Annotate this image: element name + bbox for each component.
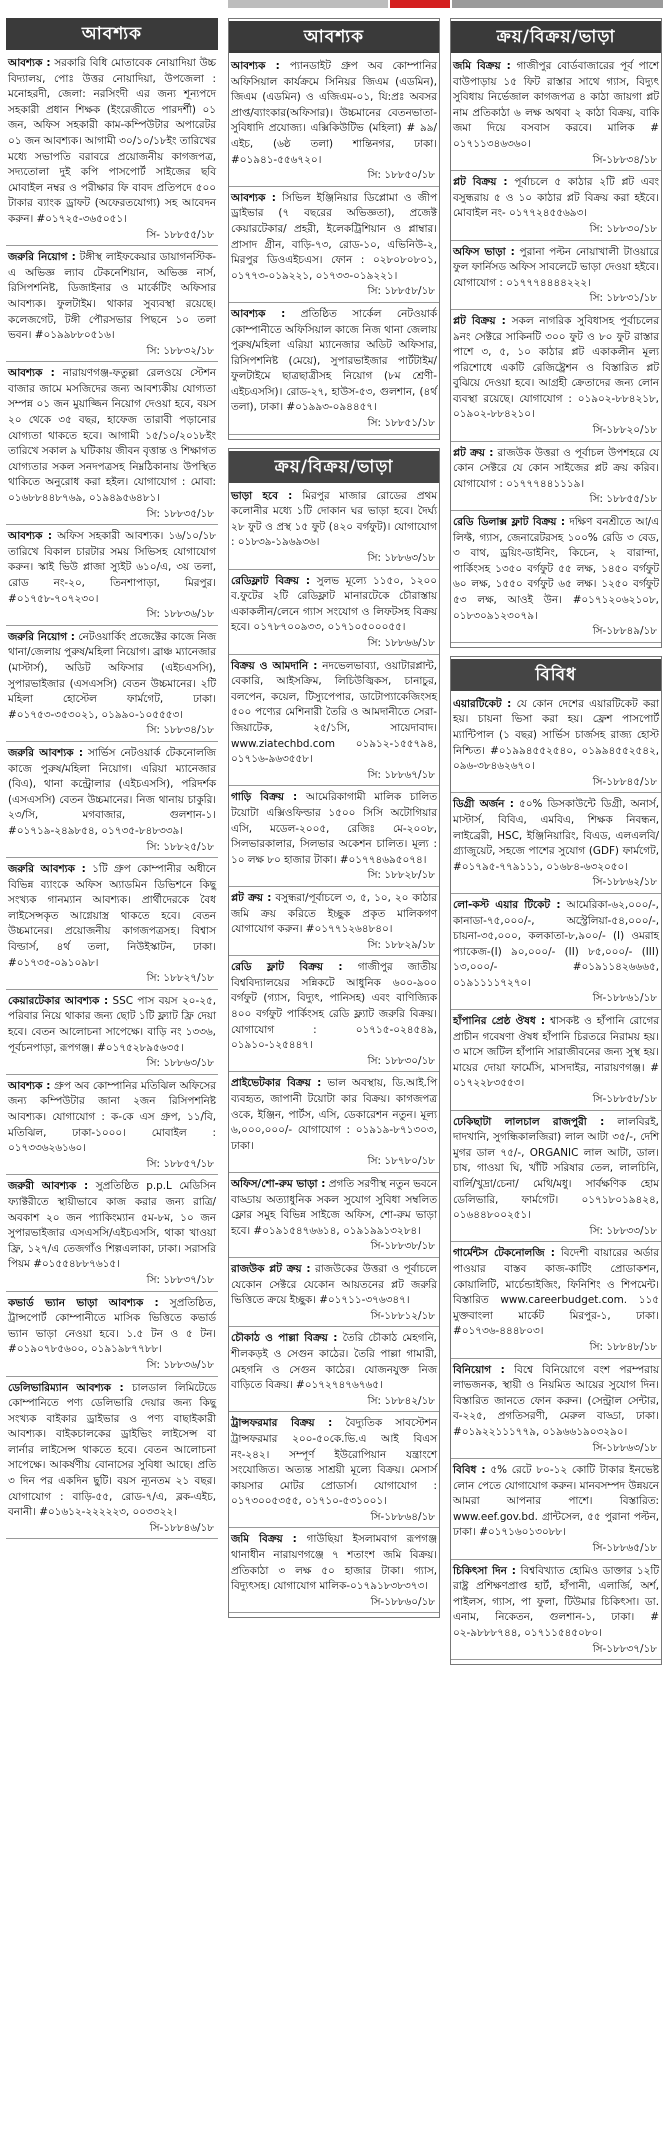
ad-body: আমেরিকাগামী মালিক চালিত টয়োটা এক্সিওফিল্ডার ১৫০০ সিসি অটোগিয়ার এসি, মডেল-২০০৫, রেজিঃ মে-২০০৮, সিলভারকালার, সিলভার অকেশন চালিত। মূল্য : ১০ লক্ষ ৮০ হাজার টাকা। #০১৭৭৪৬৯৫০৭৪। [231, 791, 438, 866]
ad-text [451, 1564, 661, 1642]
ad-heading: চৌকাঠ ও পাল্লা বিক্রয় : [231, 1332, 338, 1345]
ad-heading: আবশ্যক : [231, 60, 280, 72]
ad-body: বিশ্বে বিনিয়োগে বংশ পরম্পরায় লাভজনক, স্থায়ী ও নিয়মিত আয়ের সুযোগ দিন। বিস্তারিত জানতে ফোন করুন। (সেন্ট্রাল সেন্টার, ব-২২৫, প্রগতিসরণী, মেরুল বাড্ডা, ঢাকা। #০১৯২২১১১৭৭৯, ০১৯৬৬১৯০৩২৯০। [453, 1363, 659, 1438]
ad-text [229, 574, 439, 636]
ad-body: ৫% রেটে ৮০-১২ কোটি টাকার ইনভেষ্ট লোন পেতে যোগাযোগ করুন। মানবসম্পদ উন্নয়নে আমরা আপনার পাশে। বিস্তারিত: www.eef.gov.bd. গ্রান্টসেল, ৫৫ পুরানা পল্টন, ঢাকা। #০১৭১৬০১৩০৮৮। [453, 1464, 660, 1539]
ad-body: গাজীপুর বোর্ডবাজারের পূর্ব পাশে বাউপাড়ায় ১৫ ফিট রাস্তার সাথে গ্যাস, বিদ্যুৎ সুবিধায় নির্ভেজাল কাগজপত্র ৪ কাঠা জায়গা প্লট নাম প্রতিকাঠা ৬ লক্ষ অথবা ২ কাঠা বিক্রয়, বাকি জমা দিয়ে বসবাস করবে। মালিক # ০১৭১১৩৪৬৩৬০। [453, 60, 659, 150]
ad-list-col2-buy-sell [229, 489, 439, 1614]
classified-ad [451, 446, 661, 511]
ad-body: পুরানা পল্টন নোয়াখালী টাওয়ারে ফুল ফার্নিসড অফিস সাবলেটে ভাড়া দেওয়া হইবে। যোগাযোগ : ০১৭৭৭৪৪৪৪২২২। [453, 245, 660, 289]
classified-ad [229, 489, 439, 570]
ad-heading: জমি বিক্রয় : [453, 60, 511, 72]
ad-reference-code: সি: ১৮৮৫৮/১৮ [229, 284, 439, 303]
ad-heading: জরুরী আবশ্যক : [8, 1180, 89, 1193]
ad-heading: ভাড়া হবে : [231, 489, 293, 502]
ad-text [229, 191, 439, 285]
ad-reference-code: সি: ১৮৮৩৫/১৮ [6, 507, 218, 526]
ad-reference-code: সি-১৮৮৩৭/১৮ [451, 1642, 661, 1661]
classified-ad [6, 529, 218, 626]
ad-heading: আবশ্যক : [8, 57, 51, 69]
ad-body: পূর্বাচলে ৫ কাঠার ২টি প্লট এবং বসুন্ধরায় ৫ ও ১০ কাঠার প্লট বিক্রয় করা হইবে। মোবাইল নং- ০১৭৭২৪৫৫৬৯৩। [453, 176, 659, 220]
column-1 [6, 18, 218, 1543]
ad-reference-code: সি-১৮৮২০/১৮ [451, 423, 661, 442]
section-header-buy-sell-rent: ক্রয়/বিক্রয়/ভাড়া [229, 451, 439, 483]
ad-list-col1 [6, 56, 218, 1539]
ad-heading: প্লট ক্রয় : [453, 446, 494, 459]
section-header-wanted-2: আবশ্যক [229, 21, 439, 53]
ad-text [6, 1381, 218, 1521]
ad-body: চালডাল লিমিটেডে কোম্পানিতে পণ্য ডেলিভারি দেয়ার জন্য কিছু সংখ্যক বাইকার ড্রাইভার ও পণ্য বাছাইকারী আবশ্যক। বাইকচালকের ড্রাইভিং লাইসেন্স বা লার্নার লাইসেন্স থাকতে হবে। বেতন আলোচনা সাপেক্ষে। আকর্ষণীয় বোনাসের সুবিধা আছে। প্রতি ৩ দিন পর একদিন ছুটি। বয়স ন্যূনতম ২১ বছর। যোগাযোগ : বাড়ি-৫৫, রোড-৭/এ, ব্লক-এইচ, বনানী। #০১৬১২-২২২২২৩, ০০৩৩২২। [8, 1381, 216, 1519]
classified-ad [229, 1416, 439, 1528]
ad-text [451, 1463, 661, 1541]
box-wanted-2 [228, 18, 440, 440]
ad-text [451, 1014, 661, 1092]
ad-heading: বিক্রয় ও আমদানি : [231, 659, 318, 672]
ad-reference-code: সি-১৮৮৪৫/১৮ [451, 775, 661, 794]
ad-body: ৫০% ডিসকাউন্টে ডিগ্রী, অনার্স, মাস্টার্স, বিবিএ, এমবিএ, শিক্ষক নিবন্ধন, লাইব্রেরী, HSC, ইঞ্জিনিয়ারিং, বিএড, এলএলবি/ গ্র্যাজুয়েট, সহজে পাশের সুযোগ (GDF) ফার্মগেট, #০১৭৯৫-৭৭৯১১১, ০১৬৮৪-৬৩২০৫০। [453, 798, 659, 873]
ad-reference-code: সি: ১৮৮৬৩/১৮ [6, 1056, 218, 1075]
ad-heading: গার্মেন্টস টেকনোলজি : [453, 1247, 555, 1260]
ad-body: নেটওয়ার্কিং প্রজেক্টের কাজে নিজ থানা/জেলায় পুরুষ/মহিলা নিয়োগ। ব্রাঞ্চ ম্যানেজার (মাস্টার্স), অডিট অফিসার (এইচএসসি), সুপারভাইজার (এসএসসি) বেতন উচ্চমানের। ২টি মহিলা হোস্টেল ফার্মগেট, ঢাকা। #০১৭৫৩-৩৫৩০২১, ০১৯৯০-১০৫৫৫৩। [8, 630, 216, 721]
ad-text [229, 1331, 439, 1393]
classified-ad [229, 1076, 439, 1173]
ad-reference-code: সি: ১৮৮৩০/১৮ [451, 222, 661, 241]
ad-heading: রেডিফ্লাট বিক্রয় : [231, 574, 311, 587]
ad-text [451, 697, 661, 775]
ad-text [451, 797, 661, 875]
ad-list-col3-buy-sell [451, 59, 661, 643]
classified-ad [229, 59, 439, 187]
ad-text [451, 314, 661, 423]
ad-heading: বিনিয়োগ : [453, 1363, 505, 1376]
classified-ad [451, 1363, 661, 1460]
ad-body: আমেরিকা-৬২,০০০/-, কানাডা-৭৫,০০০/-, অস্ট্রেলিয়া-৫৪,০০০/-, চায়না-৩৫,০০০, কলকাতা-৮,৯০০/- (I) ওমরাহ প্যাকেজ-(I) ৯০,০০০/- (II) ৮৫,০০০/- (III) ১৩,০০০/- #০১৯১১৪২৬৬৬৫, ০১৯১১১১৭২৭০। [453, 898, 659, 989]
ad-body: বসুন্ধরা/পূর্বাচলে ৩, ৫, ১০, ২০ কাঠার জমি ক্রয় করিতে ইচ্ছুক প্রকৃত মালিকগণ যোগাযোগ করুন। #০১৭৭১২৬৪৮৪০। [231, 891, 437, 936]
classified-ad [6, 1381, 218, 1540]
ad-reference-code: সি: ১৮৮২৫/১৮ [6, 840, 218, 859]
ad-reference-code: সি: ১৮৮৫০/১৮ [229, 168, 439, 187]
classified-ad [229, 1532, 439, 1613]
ad-reference-code: সি: ১৮৮২৯/১৮ [229, 938, 439, 957]
ad-heading: বিবিধ : [453, 1464, 486, 1477]
ad-text [229, 1262, 439, 1309]
ad-body: টঙ্গীস্থ লাইফকেয়ার ডায়াগনস্টিক-এ অভিজ্ঞ ল্যাব টেকনেশিয়ান, অভিজ্ঞ নার্স, রিসিপশনিষ্ট, ডিজাইনার ও মার্কেটিং অফিসার আবশ্যক। ফুলটাইম। থাকার সুব্যবস্থা রয়েছে। কলেজগেট, টঙ্গী পৌরসভার পিছনে ১০ তলা ভবন। #০১৯৯৮৮০৫১৬। [8, 251, 216, 342]
top-bar-right-gray [452, 0, 663, 8]
ad-reference-code: সি-১৮৮৬১/১৮ [451, 991, 661, 1010]
ad-text [451, 245, 661, 292]
classified-ad [451, 515, 661, 643]
top-bar-left-gray [228, 0, 388, 8]
classified-ad [451, 1564, 661, 1661]
ad-reference-code: সি-১৮৮৪৯/১৮ [451, 624, 661, 643]
ad-heading: আবশ্যক : [8, 530, 52, 543]
ad-text [6, 994, 218, 1056]
ad-text [6, 366, 218, 506]
ad-reference-code: সি-১৮৮৩৮/১৮ [229, 1239, 439, 1258]
ad-body: সুপ্রতিষ্ঠিত, ট্রান্সপোর্ট কোম্পানীতে মাসিক ভিত্তিতে কভার্ড ভ্যান ভাড়া নেওয়া হবে। ১.৫ টন ও ৫ টন। #০১৯০৭৮৫৬০০, ০১৯১৯৮৭৭৮৮। [8, 1296, 216, 1356]
column-3 [450, 18, 662, 1665]
box-buy-sell-rent [228, 448, 440, 1619]
classified-ad [6, 250, 218, 362]
ad-body: নদভেলভাব্যা, ওয়াটারপ্লান্ট, বেকারি, আইসক্রিম, লিচিউজ্বিকস, চানাচুর, বলপেন, কয়েল, টিস্যুপেপার, ডাটোপ্যাকেজিংসহ ৫০০ পণ্যের মেশিনারী তৈরি ও আমদানীতে সেরা-জিয়াটেক, ২৫/১সি, সায়েদাবাদ। www.ziatechbd.com ০১৯১২-১৫৫৭৯৪, ০১৭১৬-৯৬৩৫৫৮। [231, 659, 438, 766]
ad-text [6, 529, 218, 607]
classified-ad [229, 960, 439, 1072]
ad-body: শ্বাসকষ্ট ও হাঁপানি রোগের প্রাচীন গবেষণা ঔষধ হাঁপানি চিরতরে নিরাময় হয়। ৩ মাসে জটিল হাঁপানি সারাজীবনের জন্য সুস্থ হয়। মায়ের দোয়া ফার্মেসি, মাসদাইর, নারায়ণগঞ্জ। # ০১৭২২৮৩৫৫৩। [453, 1015, 659, 1090]
classified-ad [229, 1177, 439, 1258]
ad-body: রাজউকের উত্তরা ও পূর্বাচলে যেকোন সেক্টরে যেকোন আয়তনের প্লট জরুরি ভিত্তিতে ক্রয়ে ইচ্ছুক। #০১৭১১-৩৭৬৩৪৭। [231, 1262, 437, 1307]
ad-reference-code: সি-১৮৮৬২/১৮ [451, 875, 661, 894]
ad-body: লালবিরই, দাদখানি, সুগন্ধিকালজিরা) লাল আটা ৩৫/-, দেশি মুগর ডাল ৭৫/-, ORGANIC লাল আটা, ডাল। চাষ, গাওয়া ঘি, খাঁটি সরিষার তেল, লালচিনি, বার্লি/খুদ্রা/চেনা/ মেথি/মধু। সার্বক্ষণিক হোম ডেলিভারি, ফার্মগেট। ০১৭১৮০১৯৪২৪, ০১৬৪৪৮০০২৫১। [453, 1115, 659, 1222]
classified-ad [451, 1115, 661, 1243]
ad-body: বিদেশী বায়ারের অর্ডার পাওয়ার বাস্তব কাজ-কাটিং প্রোডাকশন, কোয়ালিটি, মার্চেন্ডাইজিং, ফিনিশিং ও শিপমেন্ট। বিস্তারিত www.careerbudget.com. ১১৫ মুক্তবাংলা মার্কেট মিরপুর-১, ঢাকা। #০১৭৩৬-৪৪৪৮০৩। [453, 1247, 660, 1338]
ad-reference-code: সি: ১৮৮৩১/১৮ [451, 291, 661, 310]
ad-body: গাজীপুর জাতীয় বিশ্ববিদ্যালয়ের সন্নিকটে আধুনিক ৬০০-৯০০ বর্গফুট (গ্যাস, বিদ্যুৎ, পানিসহ) এবং বাণিজ্যিক ৪০০ বর্গফুট পার্কিংসহ রেডি ফ্ল্যাট জরুরি বিক্রয়। যোগাযোগ : ০১৭১৫-০২৪৫৪৯, ০১৯১০-১২৫৪৪৭। [231, 961, 437, 1052]
ad-heading: জমি বিক্রয় : [231, 1533, 297, 1546]
ad-text [451, 59, 661, 153]
classified-ad [229, 307, 439, 435]
column-2 [228, 18, 440, 1618]
classified-ad [229, 574, 439, 655]
ad-reference-code: সি: ১৮৮২৮/১৮ [229, 868, 439, 887]
ad-heading: কেয়ারটেকার আবশ্যক : [8, 994, 109, 1007]
ad-heading: চিকিৎসা দিন : [453, 1564, 516, 1577]
classified-ad [229, 790, 439, 887]
ad-heading: আবশ্যক : [231, 307, 286, 320]
ad-reference-code: সি: ১৮৮৩৩/১৮ [451, 1224, 661, 1243]
ad-text [451, 515, 661, 624]
ad-reference-code: সি-১৮৮৬৩/১৮ [451, 1441, 661, 1460]
ad-body: সিভিল ইঞ্জিনিয়ার ডিপ্লোমা ও জীপ ড্রাইভার (৭ বছরের অভিজ্ঞতা), প্রজেক্ট কেয়ারটেকার/ প্রহরী, ইলেকট্রিশিয়ান ও প্লাম্বার। প্রাসাদ গ্রীন, বাড়ি-৭৩, রোড-১০, এভিনিউ-২, মিরপুর ডিওএইচএস। ফোন : ০২৮০৮০৮০১, ০১৭৭৩-০১৯২২১, ০১৭৩৩-০১৯২২১। [231, 191, 437, 282]
ad-body: ১টি গ্রুপ কোম্পানীর অধীনে বিভিন্ন ব্যাংকে অফিস অ্যাডমিন ডিভিশনে কিছু সংখ্যক গানম্যান আবশ্যক। প্রার্থীদেরকে বৈধ লাইসেন্সকৃত আগ্নেয়াস্ত্র থাকতে হবে। বেতন উচ্চমানের। প্রয়োজনীয় কাগজপত্রসহ। বিশ্বাস বিল্ডার্স, ৪র্থ তলা, নিউইস্কাটন, ঢাকা। #০১৭৩৫-০৯১০৯৮। [8, 863, 216, 969]
classified-ad [451, 59, 661, 171]
ad-reference-code: সি-১৮৮৪৬/১৮ [6, 1521, 218, 1540]
ad-text [451, 1363, 661, 1441]
box-buy-sell-rent-2 [450, 18, 662, 648]
classified-ad [451, 1014, 661, 1111]
ad-body: গ্রুপ অব কোম্পানির মতিঝিল অফিসের জন্য কম্পিউটার জানা ২জন রিসিপশনিষ্ট আবশ্যক। যোগাযোগ : ক-কে এস গ্রুপ, ১১/বি, মতিঝিল, ঢাকা-১০০০। মোবাইল : ০১৭৩৩৬২৬১৬০। [8, 1079, 216, 1155]
classified-ad [451, 175, 661, 240]
classified-ad [451, 797, 661, 894]
classified-ad [6, 862, 218, 990]
ad-heading: রেডি ডিলাক্স ফ্লাট বিক্রয় : [453, 516, 566, 529]
classified-ad [6, 994, 218, 1075]
ad-text [229, 1532, 439, 1594]
ad-heading: জরুরি নিয়োগ : [8, 630, 75, 643]
ad-reference-code: সি: ১৮৮৫৭/১৮ [6, 1157, 218, 1176]
classified-ad [451, 697, 661, 794]
ad-heading: জরুরি নিয়োগ : [8, 251, 76, 264]
ad-text [6, 250, 218, 344]
ad-list-col3-misc [451, 697, 661, 1660]
ad-text [229, 307, 439, 416]
ad-text [6, 630, 218, 724]
classified-ad [229, 1331, 439, 1412]
ad-body: প্রতিষ্ঠিত সার্কেল নেটওয়ার্ক কোম্পানীতে অফিসিয়াল কাজে নিজ থানা জেলায় পুরুষ/মহিলা এরিয়া ম্যানেজার অডিট অফিসার, রিসিপশনিষ্ট (মেয়ে), সুপারভাইজার পার্টটাইম/ ফুলটাইমে ছাত্রছাত্রীসহ নিয়োগ (৮ম শ্রেণী-এইচএসসি)। রোড-২৭, হাউস-৫৩, গুলশান, (৪র্থ তলা), ঢাকা। #০১৯৯৩-০৯৪৪৫৭। [231, 307, 437, 414]
ad-heading: প্লট বিক্রয় : [453, 314, 506, 327]
ad-text [451, 898, 661, 992]
ad-text [229, 1076, 439, 1154]
classified-ad [451, 1463, 661, 1560]
ad-body: রাজউক উত্তরা ও পূর্বাচল উপশহরে যে কোন সেক্টরে যে কোন সাইজের প্লট ক্রয় করিব। যোগাযোগ : ০১৭৭৭৪৪১১১৯। [453, 446, 659, 490]
ad-reference-code: সি: ১৮৮৩৪/১৮ [6, 723, 218, 742]
ad-text [229, 659, 439, 768]
classified-ad [451, 898, 661, 1010]
ad-reference-code: সি-১৮৮১২/১৮ [229, 1309, 439, 1328]
ad-heading: জরুরি আবশ্যক : [8, 863, 86, 876]
classified-ad [229, 659, 439, 787]
ad-heading: হাঁপানির প্রেষ্ঠ ঔষধ : [453, 1015, 546, 1028]
ad-heading: ট্রান্সফরমার বিক্রয় : [231, 1417, 333, 1430]
classified-ad [451, 1246, 661, 1358]
ad-heading: কভার্ড ভ্যান ভাড়া আবশ্যক : [8, 1296, 159, 1309]
ad-reference-code: সি: ১৮৭৮০/১৮ [229, 1154, 439, 1173]
ad-heading: গাড়ি বিক্রয় : [231, 791, 298, 804]
ad-heading: প্রাইভেটকার বিক্রয় : [231, 1077, 322, 1090]
ad-text [6, 1179, 218, 1273]
ad-reference-code: সি-১৮৮৬৫/১৮ [451, 1541, 661, 1560]
box-miscellaneous [450, 656, 662, 1665]
ad-body: গাউছিয়া ইসলামবাগ রূপগঞ্জ থানাধীন নারায়ণগঞ্জে ৭ শতাংশ জমি বিক্রয়। প্রতিকাঠা ৩ লক্ষ ৫০ হাজার টাকা। গ্যাস, বিদ্যুৎসহ। যোগাযোগ মালিক-০১৭৯১৮৩৮৩৭৩। [231, 1533, 437, 1593]
ad-reference-code: সি: ১৮৮৩৬/১৮ [6, 607, 218, 626]
ad-reference-code: সি-১৮৮৫৮/১৮ [451, 1092, 661, 1111]
classified-ad [229, 1262, 439, 1327]
ad-text [6, 1296, 218, 1358]
ad-body: সকল নাগরিক সুবিধাসহ পূর্বাচলের ৯নং সেক্টরে সাকিনটি ৩০০ ফুট ও ৮০ ফুট রাস্তার পাশে ৩, ৫, ১০ কাঠার প্লট একাকলীন মূল্য পরিশোধে একটি রেজিষ্ট্রেশন ও বিস্তারিত প্লট বুঝিয়ে দেওয়া হবে। আগ্রহী ক্রেতাদের জন্য লোন ব্যবস্থা রয়েছে। যোগাযোগ : ০১৯০২-৮৮৪২১৮, ০১৯০২-৮৮৪২১০। [453, 314, 659, 421]
classified-ad [6, 366, 218, 525]
ad-body: অফিস সহকারী আবশ্যক। ১৬/১০/১৮ তারিখে বিকাল চারটার সময় সিভিসহ যোগাযোগ করুন। স্কাই ভিউ প্লাজা স্যুইট ৬১০/এ, ৩য় তলা, রোড নং-২০, তিনশাপাড়া, মিরপুর। #০১৭৫৮-৭০৭২৩০। [8, 530, 216, 605]
ad-heading: লো-কস্ট এয়ার টিকেট : [453, 898, 561, 911]
ad-heading: অফিস/শো-রুম ভাড়া : [231, 1178, 326, 1190]
top-bar-red [390, 0, 450, 8]
ad-reference-code: সি: ১৮৮৬৭/১৮ [229, 768, 439, 787]
ad-heading: আবশ্যক : [231, 191, 276, 204]
ad-text [6, 1079, 218, 1157]
ad-reference-code: সি: ১৮৮৪২/১৮ [229, 1394, 439, 1413]
ad-text [229, 960, 439, 1054]
classified-ad [6, 630, 218, 742]
ad-reference-code: সি: ১৮৮৩০/১৮ [229, 1054, 439, 1073]
ad-heading: আবশ্যক : [8, 1079, 51, 1092]
ad-text [6, 862, 218, 971]
ad-heading: ডিগ্রী অর্জন : [453, 798, 514, 811]
ad-body: নারায়ণগঞ্জ-ফতুল্লা রেলওয়ে স্টেশন বাজার জামে মসজিদের জন্য আবশ্যকীয় যোগ্যতা সম্পন্ন ০১ জন মুয়াজ্জিন নিয়োগ দেওয়া হবে, বয়স ২০ থেকে ৩৫ বছর, হাফেজ তারাবী পড়ানোর যোগ্যতা থাকতে হবে। আগামী ১৫/১০/২০১৮ইং তারিখে সকাল ৯ ঘটিকায় জীবন বৃত্তান্ত ও শিক্ষাগত যোগ্যতার সকল সনদপত্রসহ নিম্নঠিকানায় উপস্থিত থাকিতে অনুরোধ করা হইল। যোগাযোগ : মোবা: ০১৬৮৮৪৪৮৭৬৯, ০১৯৪৯৫৬৪৮১। [8, 367, 216, 505]
classified-ad [229, 891, 439, 956]
ad-reference-code: সি: ১৮৮৬৩/১৮ [229, 551, 439, 570]
ad-text [229, 1416, 439, 1510]
ad-text [6, 56, 218, 228]
ad-heading: রাজউক প্লট ক্রয় : [231, 1262, 311, 1275]
ad-heading: প্লট ক্রয় : [231, 891, 272, 904]
ad-text [451, 446, 661, 493]
ad-body: সার্ভিস নেটওয়ার্ক টেকনোলজি কাজে পুরুষ/মহিলা নিয়োগ। এরিয়া ম্যানেজার (বিএ), থানা কন্ট্রোলার (এইচএসসি), পরিদর্শক (এসএসসি) বেতন উচ্চমানের। নিজ থানায় চাকুরি। ২৩/সি, মগবাজার, গুলশান-১। #০১৭১৯-২৪৯৮৫৪, ০১৭৩৫-৮৪৮৩৩৯। [8, 746, 216, 837]
ad-heading: রেডি ফ্লাট বিক্রয় : [231, 961, 343, 974]
ad-reference-code: সি: ১৮৮৩৬/১৮ [6, 1358, 218, 1377]
ad-reference-code: সি: ১৮৮৩২/১৮ [6, 344, 218, 363]
ad-body: প্যানডাইট গ্রুপ অব কোম্পানির অফিসিয়াল কার্যক্রমে সিনিয়র জিএম (এডমিন), জিএম (এডমিন) ও এজিএম-০১, যি:প্রঃ অবসর প্রাপ্ত/ব্যাংকার(অফিসার)। উচ্চমানের বেতনভাতা-সুবিধাদি প্রযোজ্য। এক্সিকিউটিভ (মহিলা) # ৯৯/এইচ, (৬ষ্ঠ তলা) শান্তিনগর, ঢাকা। #০১৯৪১-৫৫৬৭২০। [231, 60, 437, 166]
ad-reference-code: সি: ১৮৮৩৭/১৮ [6, 1273, 218, 1292]
section-header-miscellaneous: বিবিধ [451, 659, 661, 691]
ad-heading: ডেলিভারিম্যান আবশ্যক : [8, 1381, 124, 1394]
ad-reference-code: সি-১৮৮৬৪/১৮ [229, 1510, 439, 1529]
ad-heading: আবশ্যক : [8, 367, 55, 380]
classified-ad [229, 191, 439, 303]
ad-body: মিরপুর মাজার রোডের প্রথম কলোনীর মধ্যে ১টি দোকান ঘর ভাড়া হবে। দৈর্ঘ্য ২৮ ফুট ও প্রস্থ ১৫ ফুট (৪২০ বর্গফুট)। যোগাযোগ : ০১৮৩৯-১৯৬৯৩৬। [231, 489, 437, 549]
ad-text [229, 1177, 439, 1239]
ad-body: প্রগতি সরণীস্থ নতুন ভবনে বাড্ডায় অত্যাধুনিক সকল সুযোগ সুবিধা সম্বলিত ফ্লোর সমুহ বিভিন্ন সাইজে অফিস, শো-রুম ভাড়া হবে। #০১৯১৫৪৭৬৬১৪, ০১৯১৯৯১৩২৮৪। [231, 1178, 438, 1237]
section-header-wanted: আবশ্যক [6, 18, 218, 50]
ad-body: দক্ষিণ বনশ্রীতে আ/এ লিফ্ট, গ্যাস, জেনারেটরসহ ১০০% রেডি ৩ বেড, ৩ বাথ, ড্রয়িং-ডাইনিং, কিচেন, ২ বারান্দা, পার্কিংসহ ১৩৫০ বর্গফুট ৫৫ লক্ষ, ১৪৫০ বর্গফুট ৬০ লক্ষ, ১৫৫০ বর্গফুট ৬৫ লক্ষ। ১২৫০ বর্গফুট ৫৩ লক্ষ, আওই উন। #০১৭১২০৬২১০৮, ০১৮৩০৯১২৩০৭৯। [453, 516, 659, 622]
ad-heading: প্লট বিক্রয় : [453, 176, 508, 189]
ad-reference-code: সি: ১৮৮৪৮/১৮ [451, 1340, 661, 1359]
ad-body: ভাল অবস্থায়, ডি.আই.পি ব্যবহৃত, জাপানী টয়োটা কার বিক্রয়। কাগজপত্র ওকে, ইঞ্জিন, পার্টস, এসি, ডেকারেশন নতুন। মূল্য ৬,০০০,০০০/- যোগাযোগ : ০১৯১৯-৮৭১৩০৩, ঢাকা। [231, 1077, 437, 1152]
ad-reference-code: সি-১৮৮৬০/১৮ [229, 1595, 439, 1614]
classified-ad [6, 746, 218, 858]
ad-text [451, 175, 661, 222]
ad-heading: জরুরি আবশ্যক : [8, 746, 83, 759]
classified-ad [451, 245, 661, 310]
ad-text [6, 746, 218, 840]
ad-heading: এয়ারটিকেট : [453, 697, 512, 710]
classified-ad [6, 56, 218, 246]
ad-body: তৈরি চৌকাঠ মেহগনি, শীলকড়ই ও সেগুন কাঠের। তৈরি পাল্লা গামারী, মেহগনি ও সেগুন কাঠের। যোজনযুক্ত নিজ বাড়িতে বিক্রয়। #০১৭২৭৪৭৬৭৬৫। [231, 1332, 437, 1392]
ad-body: SSC পাস বয়স ২০-২৫, পরিবার নিয়ে থাকার জন্য ছোট ১টি ফ্ল্যাট ফ্রি দেয়া হবে। বেতন আলোচনা সাপেক্ষে। বাড়ি নং ১৩৩৬, পূর্বচনপাড়া, রূপগঞ্জ। #০১৭৫২৮৯৫৬৩৫। [8, 994, 216, 1054]
ad-reference-code: সি: ১৮৮৬৬/১৮ [229, 636, 439, 655]
ad-reference-code: সি: ১৮৮৫৫/১৮ [451, 492, 661, 511]
section-header-buy-sell-rent-2: ক্রয়/বিক্রয়/ভাড়া [451, 21, 661, 53]
classified-ad [6, 1079, 218, 1176]
ad-reference-code: সি-১৮৮৩৪/১৮ [451, 153, 661, 172]
ad-body: সুপ্রতিষ্ঠিত p.p.L মেডিসিন ফ্যাক্টরীতে স্থায়ীভাবে কাজ করার জন্য রাত্রি/অবকাশ ২০ জন প্যাকিংম্যান ৫ম-৮ম, ১০ জন সুপারভাইজার এসএসসি/এইচএসসি, থাকা খাওয়া ফ্রি, ১২৭/এ তেজগাঁও শিল্পএলাকা, ঢাকা। সরাসরি পিয়ম #০১৫৫৪৮৮৭৬১৫। [8, 1180, 217, 1271]
ad-body: সরকারি বিধি মোতাবেক নোয়াদিয়া উচ্চ বিদ্যালয়, পোঃ উত্তর নোয়াদিয়া, উপজেলা : মনোহরদী, জেলা: নরসিংদী এর জন্য শূন্যপদে সহকারী প্রধান শিক্ষক (ইংরেজীতে পারদর্শী) ০১ জন, অফিস সহকারী কাম-কম্পিউটার অপারেটর ০১ জন আবশ্যক। আগামী ৩০/১০/১৮ইং তারিখের মধ্যে সভাপতি বরাবরে প্রয়োজনীয় কাগজপত্র, সদ্যতোলা দুই কপি পাসপোর্ট সাইজের ছবি মোবাইল নম্বর ও পরীক্ষার ফি বাবদ প্রতিপদে ৫০০ টাকার ব্যাংক ড্রাফট (অফেরতযোগ্য) সহ আবেদন করুন। #০১৭২৫-৩৬৫০৫১। [8, 57, 216, 225]
ad-text [229, 790, 439, 868]
ad-list-col2-wanted [229, 59, 439, 435]
ad-body: যে কোন দেশের এয়ারটিকেট করা হয়। চায়না ভিসা করা হয়। ফ্রেশ পাসপোর্ট ম্যান্টিপাল (১ বছর) সার্ভিস চার্জসহ রাজ্য হোস্ট নিশ্চিত। #০১৯৯৪৫৫২৫৪০, ০১৯৯৪৫৫২৫৪২, ০৯৬-৩৮৪৬২৬৭০। [453, 697, 659, 773]
ad-heading: অফিস ভাড়া : [453, 245, 515, 258]
ad-text [229, 489, 439, 551]
ad-body: বিশ্ববিখ্যাত হোমিও ডাক্তার ১২টি রাষ্ট্র প্রশিক্ষণপ্রাপ্ত হার্ট, হাঁপানী, এলার্জি, অর্শ, পাইলস, গ্যাস, পা ফুলা, টিউমার চিকিৎসা। ডা. এনাম, নিকেতন, গুলশান-১, ঢাকা। # ০২-৯৮৮৮৭৪৪, ০১৭১১৫৪৫০৮০। [453, 1564, 659, 1640]
ad-body: বৈদ্যুতিক সাবস্টেশন ট্রান্সফরমার ২০০-৫০কে.ভি.এ আই বিএস নং-২৪২। সম্পূর্ণ ইউরোপিয়ান যন্ত্রাংশে সংযোজিত। অত্যন্ত সাশ্রয়ী মূল্যে বিক্রয়। মেসার্স কায়সার মোটর প্রোডার্স। যোগাযোগ : ০১৭৩০০৫৩৫৫, ০১৭১০-৫৩১০০১। [231, 1417, 437, 1508]
ad-text [229, 891, 439, 938]
classified-ad [451, 314, 661, 442]
ad-text [451, 1246, 661, 1340]
top-color-bar [0, 0, 669, 14]
ad-reference-code: সি- ১৮৮৫৫/১৮ [6, 228, 218, 247]
ad-heading: ঢেকিছাটা লালচাল রাজপুরী : [453, 1115, 605, 1128]
classified-ad [6, 1296, 218, 1377]
ad-body: সুলভ মূল্যে ১১৫০, ১২০০ ব.ফুটের ২টি রেডিফ্লাট মানারটেকে চৌরাস্তায় একাকলীন/লেনে গ্যাস সংযোগ ও লিফটসহ বিক্রয় হবে। ০১৭৮৭০০৯৩৩, ০১৭১০৫০০০৫৫। [231, 574, 437, 634]
classified-ad [6, 1179, 218, 1291]
ad-text [451, 1115, 661, 1224]
ad-reference-code: সি: ১৮৮২৭/১৮ [6, 971, 218, 990]
ad-reference-code: সি: ১৮৮৫১/১৮ [229, 416, 439, 435]
ad-text [229, 59, 439, 168]
